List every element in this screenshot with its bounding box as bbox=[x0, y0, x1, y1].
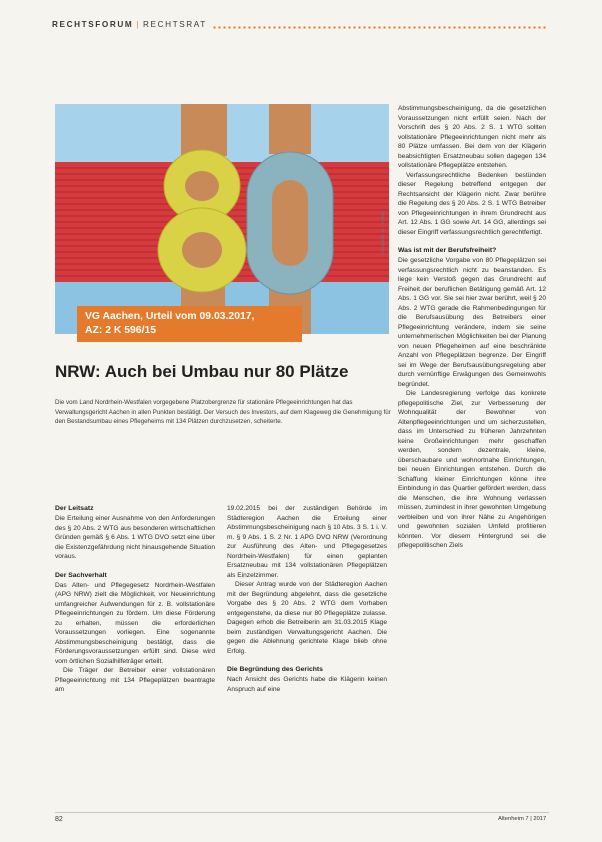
paragraph-col3-2: Verfassungsrechtliche Bedenken bestünden dieser Regelung betreffend entgegen der Rechtsansicht der Klägerin nicht. Zwar berühre die Regelung des § 20 Abs. 2 S. 1 WTG Betreiber von Pflegeeinrichtungen in ihrem Grundrecht aus Art. 12 Abs. 1 GG sowie Art. 14 GG, allerdings sei dieser Eingriff verfassungsrechtlich gerechtfertigt. bbox=[398, 171, 546, 236]
footer-rule bbox=[55, 812, 549, 813]
text-column-2 bbox=[227, 504, 387, 694]
caption-line-2: AZ: 2 K 596/15 bbox=[85, 325, 157, 336]
paragraph-leitsatz: Die Erteilung einer Ausnahme von den Anforderungen des § 20 Abs. 2 WTG aus besonderen wirtschaftlichen Gründen gemäß § 6 Abs. 1 WTG DVO setzt eine über die Existenzgefährdung nicht hinausgehende Situation voraus. bbox=[55, 515, 215, 560]
paragraph-col2-1: 19.02.2015 bei der zuständigen Behörde im Städteregion Aachen die Erteilung einer Abstimmungsbescheinigung nach § 10 Abs. 3 S. 1 i. V. m. § 9 Abs. 1 S. 2 Nr. 1 APG DVO NRW (Verordnung zur Ausführung des Alten- und Pflegegesetzes Nordrhein-Westfalen) für einen geplanten Ersatzneubau mit 134 vollstationären Pflegeplätzen als Einzelzimmer. bbox=[227, 505, 387, 579]
article-photo bbox=[55, 104, 389, 334]
article-headline: NRW: Auch bei Umbau nur 80 Plätze bbox=[55, 362, 349, 381]
page-number: 82 bbox=[55, 816, 63, 823]
heading-begruendung: Die Begründung des Gerichts bbox=[227, 666, 323, 673]
paragraph-col3-3: Die gesetzliche Vorgabe von 80 Pflegeplätzen sei verfassungsrechtlich nicht zu beanstanden. Es liege kein Verstoß gegen das Grundrecht auf Freiheit der beruflichen Betätigung gemäß Art. 12 Abs. 1 GG vor. Sie sei hier zwar berührt, weil § 20 Abs. 2 WTG gerade die Rahmenbedingungen für die Berufsausübung des Betreibers einer Pflegeeinrichtung verändere, indem sie seine unternehmerischen Möglichkeiten bei der Planung von neuen Pflegeheimen auf eine beschränkte Anzahl von Pflegeplätzen begrenze. Der Eingriff sei im Wege der Berufsausübungsregelung aber durch vernünftige Erwägungen des Gemeinwohls begründet. bbox=[398, 257, 546, 388]
heading-leitsatz: Der Leitsatz bbox=[55, 505, 94, 512]
rubric-section: RECHTSFORUM bbox=[52, 20, 134, 29]
paragraph-col2-2: Dieser Antrag wurde von der Städteregion Aachen mit der Begründung abgelehnt, dass die gesetzliche Vorgabe des § 20 Abs. 2 WTG dem Vorhaben entgegenstehe, da diese nur 80 Pflegeplätze zulasse. Dagegen erhob die Betreiberin am 31.03.2015 Klage beim zuständigen Verwaltungsgericht Aachen. Die gegen die Ablehnung gerichtete Klage blieb ohne Erfolg. bbox=[227, 581, 387, 655]
article-lead: Die vom Land Nordrhein-Westfalen vorgegebene Platzobergrenze für stationäre Pflegeeinrichtungen hat das Verwaltungsgericht Aachen in allen Punkten bestätigt. Der Versuch des Investors, auf dem Klageweg die Genehmigung für den Bestandsumbau eines Pflegeheims mit 134 Plätzen durchzusetzen, scheiterte. bbox=[55, 399, 391, 426]
photo-credit: Fotografie: ar / Fotolia bbox=[380, 210, 385, 255]
dotted-rule bbox=[212, 26, 548, 29]
text-column-3 bbox=[398, 104, 546, 551]
paragraph-col3-4: Die Landesregierung verfolge das konkrete pflegepolitische Ziel, zur Verbesserung der Wohnqualität der Bewohner von Altenpflegeeinrichtungen und um sicherzustellen, dass im Unterschied zu früheren Jahrzehnten keine Großeinrichtungen mehr geschaffen werden, sondern dezentrale, kleine, überschaubare und wohnortnahe Einrichtungen, bei neuen Einrichtungen entstehen. Durch die Schaffung kleiner Einrichtungen könne ihre Einbindung in das Quartier gefördert werden, dass die Menschen, die ihre Wohnung verlassen müssen, zumindest in ihrer gewohnten Umgebung verbleiben und von ihrer Nähe zu Angehörigen und gewohnten sozialen Umfeld profitieren könnten. Vor diesem Hintergrund sei die pflegepolitischen Ziels bbox=[398, 390, 546, 549]
paragraph-sachverhalt-1: Das Alten- und Pflegegesetz Nordrhein-Westfalen (APG NRW) zielt die Möglichkeit, vor Neueinrichtung umfangreicher Aufwendungen für z. B. vollstationäre Pflegeeinrichtungen zu fördern. Um diese Förderung zu erhalten, müssen die erforderlichen Voraussetzungen vorliegen. Eine sogenannte Abstimmungsbescheinigung bestätigt, dass die Förderungsvoraussetzungen erfüllt sind. Diese wird vom örtlichen Sozialhilfeträger erteilt. bbox=[55, 581, 215, 665]
paragraph-col2-3: Nach Ansicht des Gerichts habe die Klägerin keinen Anspruch auf eine bbox=[227, 676, 387, 693]
heading-berufsfreiheit: Was ist mit der Berufsfreiheit? bbox=[398, 247, 497, 254]
rubric-subsection: RECHTSRAT bbox=[143, 20, 207, 29]
photo-caption bbox=[77, 306, 302, 342]
text-column-1 bbox=[55, 504, 215, 695]
photo-illustration bbox=[55, 104, 389, 334]
issue-label: Altenheim 7 | 2017 bbox=[498, 816, 547, 822]
paragraph-sachverhalt-2: Die Träger der Betreiber einer vollstationären Pflegeeinrichtung mit 134 Pflegeplätzen beantragte am bbox=[55, 667, 215, 693]
section-rubric bbox=[52, 20, 207, 29]
caption-line-1: VG Aachen, Urteil vom 09.03.2017, bbox=[85, 311, 255, 322]
heading-sachverhalt: Der Sachverhalt bbox=[55, 571, 107, 579]
rubric-separator: | bbox=[136, 20, 141, 29]
paragraph-col3-1: Abstimmungsbescheinigung, da die gesetzlichen Voraussetzungen nicht erfüllt seien. Nach der Vorschrift des § 20 Abs. 2 S. 1 WTG sollten vollstationäre Pflegeeinrichtungen nicht mehr als 80 Plätze umfassen. Bei dem von der Klägerin beabsichtigten Ersatzneubau sollen dagegen 134 vollstationäre Pflegeplätze entstehen. bbox=[398, 105, 546, 169]
